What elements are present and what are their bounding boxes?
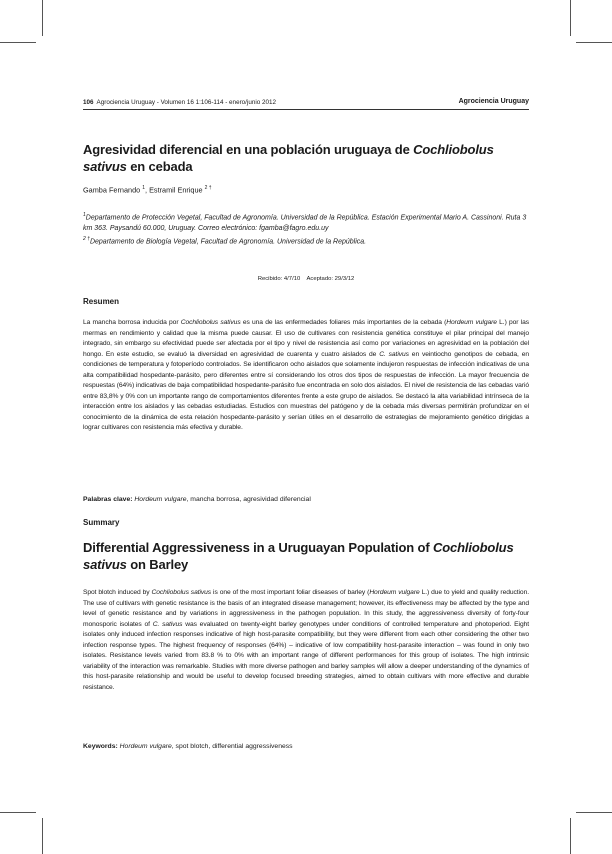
keywords-es-italic: Hordeum vulgare: [134, 496, 187, 503]
crop-mark: [576, 812, 612, 813]
affiliation-2: [83, 234, 529, 248]
header-left: [83, 99, 276, 106]
resumen-heading: Resumen: [83, 297, 120, 306]
title-es-genus: Cochliobolus: [413, 142, 494, 157]
affiliation-1: [83, 210, 529, 234]
keywords-es-rest: , mancha borrosa, agresividad diferencial: [186, 496, 311, 503]
resumen-text: La mancha borrosa inducida por: [83, 319, 181, 326]
summary-italic: Hordeum vulgare: [369, 589, 420, 596]
resumen-text: es una de las enfermedades foliares más importantes de la cebada (: [240, 319, 447, 326]
resumen-text: en veintiocho genotipos de cebada, en condiciones de temperatura y fotoperíodo controlados. Se identificaron ocho aislados que solamente indujeron respuestas de infección indicativas de una alta compatibilidad hospedante-parásito, pero diferentes entre sí considerando los otros dos tipos de respuestas de infección. La mayor frecuencia de respuestas (64%) indicativas de baja compatibilidad hospedante-parásito fue encontrada en solo dos aislados. El nivel de resistencia de las cebadas varió entre 83,8% y 0% con un importante rango de comportamientos diferentes frente a este grupo de aislados. Se destacó la alta variabilidad intrínseca de la interacción entre los aislados y las cebadas estudiadas. Estudios con muestras del patógeno y de la cebada más diversas permitirán profundizar en el conocimiento de la dinámica de esta relación hospedante-parásito y serían útiles en el desarrollo de estrategias de mejoramiento genético dirigidas a lograr cultivares con resistencia más efectiva y durable.: [83, 350, 529, 432]
affiliation-2-text: Departamento de Biología Vegetal, Facultad de Agronomía. Universidad de la República.: [89, 238, 367, 246]
keywords-en: [83, 743, 293, 750]
keywords-en-label: Keywords:: [83, 743, 120, 750]
title-es-species: sativus: [83, 158, 127, 174]
summary-text: L.) due to yield and quality reduction. The use of cultivars with genetic resistance is the basis of an integrated disease management; however, its effectiveness may be affected by the type and level of genetic resistance and by variations in aggressiveness in the pathogen population. In this study, the aggressiveness diversity of forty-four monosporic isolates of: [83, 589, 529, 628]
resumen-text: L.) por las mermas en rendimiento y calidad que la misma puede causar. El uso de cultivares con resistencia genética constituye el pilar principal del manejo integrado, sin embargo su efectividad puede ser afectada por el tipo y nivel de resistencia así como por variaciones en agresividad en la población del hongo. En este estudio, se evaluó la diversidad en agresividad de cuarenta y cuatro aislados de: [83, 319, 529, 358]
title-en-text-end: on Barley: [126, 556, 189, 572]
keywords-en-rest: , spot blotch, differential aggressiveness: [171, 743, 293, 750]
crop-mark: [42, 818, 43, 854]
crop-mark: [42, 0, 43, 36]
keywords-en-italic: Hordeum vulgare: [119, 743, 172, 750]
title-es-text: Agresividad diferencial en una población uruguaya de: [83, 142, 414, 157]
crop-mark: [576, 42, 612, 43]
article-title-es: [83, 142, 529, 175]
resumen-italic: C. sativus: [379, 350, 409, 358]
title-en-text: Differential Aggressiveness in a Uruguayan Population of: [83, 540, 433, 555]
crop-mark: [570, 818, 571, 854]
summary-text: Spot blotch induced by: [83, 589, 152, 596]
summary-heading: Summary: [83, 518, 120, 527]
author-2: , Estramil Enrique: [145, 185, 205, 195]
summary-text: was evaluated on twenty-eight barley genotypes under conditions of controlled temperature and photoperiod. Eight isolates only induced infection responses indicative of high host-parasite compatibility, but they were different from each other considering the other two infection response types. The highest frequency of responses (64%) – indicative of low compatibility host-parasite interaction – was found in only two isolates. Resistance levels varied from 83.8 % to 0% with an important range of different performances for this group of isolates. The high intrinsic variability of the interaction was remarkable. Studies with more diverse pathogen and barley samples will allow a deeper understanding of the dynamics of this host-parasite relationship and would be useful to develop focused breeding strategies, aimed to obtain cultivars with more effective and durable resistance.: [83, 620, 530, 691]
affiliations: [83, 210, 529, 247]
journal-info: Agrociencia Uruguay - Volumen 16 1:106-114 - enero/junio 2012: [96, 99, 276, 106]
author-2-sup: 2 †: [204, 185, 212, 191]
crop-mark: [0, 812, 36, 813]
title-en-species: sativus: [83, 556, 127, 572]
author-1: Gamba Fernando: [83, 185, 143, 195]
keywords-es-label: Palabras clave:: [83, 496, 135, 503]
received-accepted-dates: Recibido: 4/7/10 Aceptado: 29/3/12: [257, 276, 355, 282]
header-rule: [83, 109, 529, 110]
resumen-italic: Hordeum vulgare: [446, 319, 497, 326]
title-es-text-end: en cebada: [126, 158, 193, 174]
authors: [83, 185, 212, 194]
summary-body: [83, 588, 529, 693]
page-number: 106: [83, 99, 94, 106]
summary-italic: Cochliobolus sativus: [151, 589, 212, 596]
affiliation-1-text: Departamento de Protección Vegetal, Facultad de Agronomía. Universidad de la República. Estación Experimental Mario A. Cassinoni. Ruta 3 km 363. Paysandú 60.000, Uruguay. Correo electrónico: fgamba@fagro.edu.uy: [83, 214, 527, 232]
journal-name: Agrociencia Uruguay: [458, 98, 529, 105]
author-1-sup: 1: [142, 185, 146, 191]
crop-mark: [570, 0, 571, 36]
crop-mark: [0, 42, 36, 43]
summary-italic: C. sativus: [152, 620, 183, 628]
resumen-italic: Cochliobolus sativus: [180, 319, 241, 326]
resumen-body: [83, 318, 529, 434]
title-en-genus: Cochliobolus: [433, 540, 514, 555]
summary-text: is one of the most important foliar diseases of barley (: [211, 589, 370, 596]
article-title-en: [83, 540, 529, 573]
keywords-es: [83, 496, 311, 503]
affiliation-2-sup: 2 †: [83, 235, 90, 242]
affiliation-1-sup: 1: [83, 212, 86, 218]
